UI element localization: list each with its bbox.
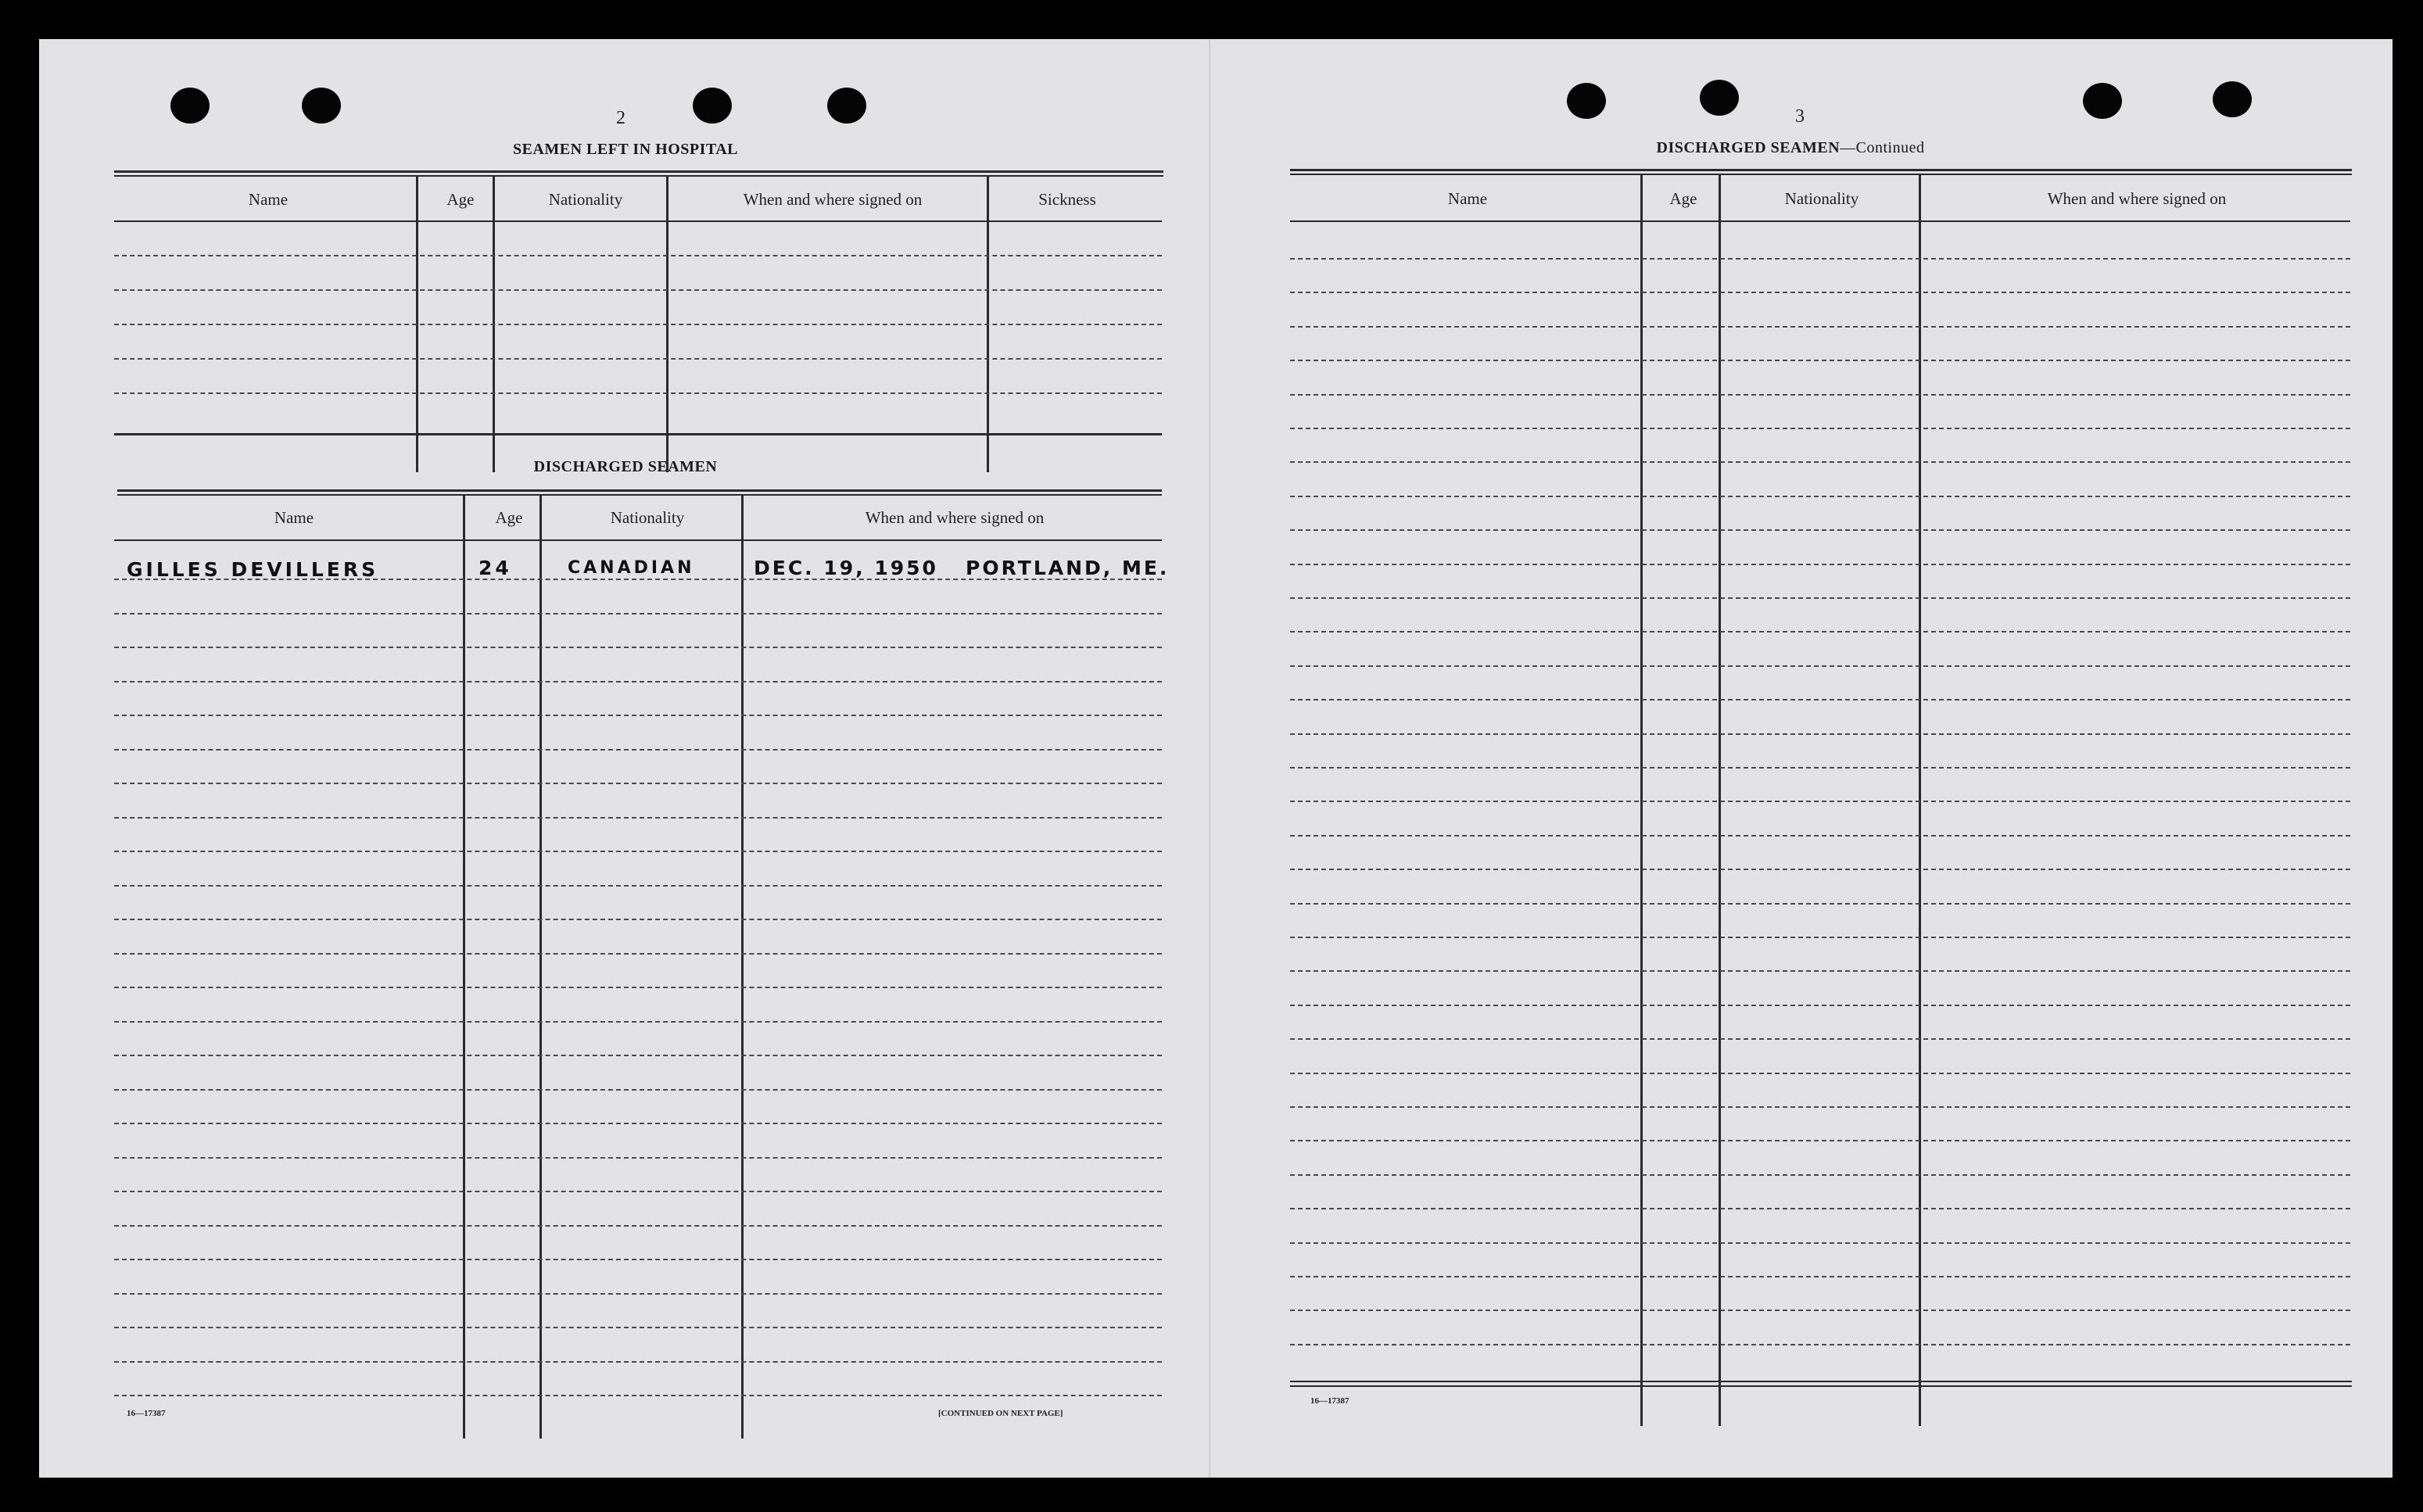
ruled-line — [114, 783, 1162, 784]
ruled-line — [114, 885, 1162, 887]
ruled-line — [1290, 801, 2350, 802]
ruled-line — [114, 1259, 1162, 1260]
ruled-line — [1290, 835, 2350, 837]
hospital-col-nationality: Nationality — [548, 190, 623, 209]
seaman-nationality: CANADIAN — [568, 558, 695, 578]
ruled-line — [1290, 258, 2350, 260]
ruled-line — [1290, 1174, 2350, 1176]
ruled-line — [1290, 597, 2350, 599]
ruled-line — [114, 987, 1162, 988]
punch-hole — [2083, 83, 2122, 119]
ruled-line — [1290, 1344, 2350, 1345]
discharged-continued-title — [1572, 139, 2009, 157]
page-number: 3 — [1795, 106, 1805, 127]
ruled-line — [114, 1055, 1162, 1056]
ruled-line — [114, 715, 1162, 716]
form-number: 16—17387 — [1310, 1396, 1349, 1406]
hospital-col-name: Name — [248, 190, 289, 209]
ruled-line — [114, 324, 1162, 325]
ruled-line — [1290, 665, 2350, 667]
ruled-line — [114, 1123, 1162, 1124]
ruled-line — [114, 255, 1162, 256]
seaman-signed-on: DEC. 19, 1950 PORTLAND, ME. — [754, 557, 1170, 579]
ruled-line — [1290, 360, 2350, 361]
punch-hole — [827, 88, 866, 124]
discharged-col-divider — [539, 496, 542, 1439]
ruled-line — [1290, 1038, 2350, 1040]
right-header-rule — [1290, 220, 2350, 222]
discharged-continued-title-suffix: —Continued — [1840, 139, 1925, 156]
right-col-name: Name — [1447, 189, 1488, 208]
ruled-line — [114, 1157, 1162, 1159]
discharged-section-title: DISCHARGED SEAMEN — [533, 458, 718, 475]
ruled-line — [114, 1327, 1162, 1328]
punch-hole — [2213, 81, 2252, 117]
right-table-bottom-rule — [1290, 1385, 2352, 1387]
document-page — [39, 39, 2393, 1478]
hospital-table-top-rule — [114, 170, 1163, 173]
page-number: 2 — [616, 108, 625, 128]
discharged-col-name: Name — [274, 508, 314, 527]
ruled-line — [1290, 1073, 2350, 1074]
hospital-section-title: SEAMEN LEFT IN HOSPITAL — [512, 141, 739, 158]
ruled-line — [114, 1293, 1162, 1295]
ruled-line — [114, 1395, 1162, 1396]
ruled-line — [1290, 394, 2350, 396]
ruled-line — [1290, 767, 2350, 769]
hospital-table-top-rule — [114, 175, 1163, 177]
right-col-age: Age — [1669, 189, 1697, 208]
ruled-line — [1290, 292, 2350, 293]
ruled-line — [1290, 970, 2350, 972]
punch-hole — [1567, 83, 1606, 119]
ruled-line — [1290, 1106, 2350, 1108]
ruled-line — [114, 851, 1162, 852]
right-col-signed-on: When and where signed on — [2047, 189, 2227, 208]
ruled-line — [1290, 631, 2350, 632]
ruled-line — [114, 613, 1162, 614]
ruled-line — [1290, 1140, 2350, 1141]
discharged-col-divider — [741, 496, 744, 1439]
ruled-line — [114, 647, 1162, 648]
discharged-col-age: Age — [495, 508, 523, 527]
ruled-line — [1290, 869, 2350, 870]
ruled-line — [114, 1361, 1162, 1363]
ruled-line — [114, 817, 1162, 819]
ruled-line — [114, 681, 1162, 683]
discharged-header-rule — [114, 539, 1162, 541]
ruled-line — [1290, 1005, 2350, 1006]
ruled-line — [1290, 1208, 2350, 1209]
right-table-top-rule — [1290, 174, 2352, 175]
ruled-line — [1290, 496, 2350, 497]
ruled-line — [114, 289, 1162, 291]
discharged-col-nationality: Nationality — [610, 508, 685, 527]
ruled-line — [1290, 461, 2350, 463]
ruled-line — [1290, 326, 2350, 328]
hospital-col-sickness: Sickness — [1038, 190, 1096, 209]
discharged-table-top-rule — [117, 494, 1162, 496]
ruled-line — [1290, 428, 2350, 429]
continued-note: [CONTINUED ON NEXT PAGE] — [938, 1409, 1063, 1418]
seaman-name: GILLES DEVILLERS — [127, 558, 379, 581]
ruled-line — [114, 953, 1162, 955]
right-table-bottom-rule — [1290, 1381, 2352, 1382]
ruled-line — [114, 1191, 1162, 1192]
punch-hole — [1700, 80, 1739, 116]
ruled-line — [1290, 1242, 2350, 1244]
page-fold — [1209, 39, 1210, 1478]
ruled-line — [1290, 937, 2350, 938]
punch-hole — [170, 88, 210, 124]
ruled-line — [1290, 1310, 2350, 1311]
punch-hole — [693, 88, 732, 124]
right-table-top-rule — [1290, 169, 2352, 171]
ruled-line — [114, 392, 1162, 394]
ruled-line — [114, 749, 1162, 751]
ruled-line — [114, 1089, 1162, 1091]
form-number: 16—17387 — [127, 1409, 166, 1418]
punch-hole — [302, 88, 341, 124]
discharged-table-top-rule — [117, 489, 1162, 492]
ruled-line — [1290, 699, 2350, 700]
ruled-line — [114, 919, 1162, 920]
ruled-line — [114, 1225, 1162, 1227]
ruled-line — [1290, 529, 2350, 531]
hospital-col-age: Age — [446, 190, 475, 209]
hospital-col-signed-on: When and where signed on — [743, 190, 923, 209]
ruled-line — [114, 358, 1162, 360]
discharged-col-divider — [463, 496, 465, 1439]
discharged-continued-title-main: DISCHARGED SEAMEN — [1656, 139, 1841, 156]
ruled-line — [1290, 903, 2350, 905]
right-col-nationality: Nationality — [1784, 189, 1859, 208]
discharged-col-signed-on: When and where signed on — [865, 508, 1045, 527]
hospital-table-bottom-rule — [114, 433, 1162, 435]
ruled-line — [1290, 1276, 2350, 1277]
ruled-line — [1290, 733, 2350, 735]
seaman-age: 24 — [479, 557, 512, 579]
hospital-header-rule — [114, 220, 1162, 222]
ruled-line — [114, 1021, 1162, 1023]
ruled-line — [1290, 564, 2350, 565]
